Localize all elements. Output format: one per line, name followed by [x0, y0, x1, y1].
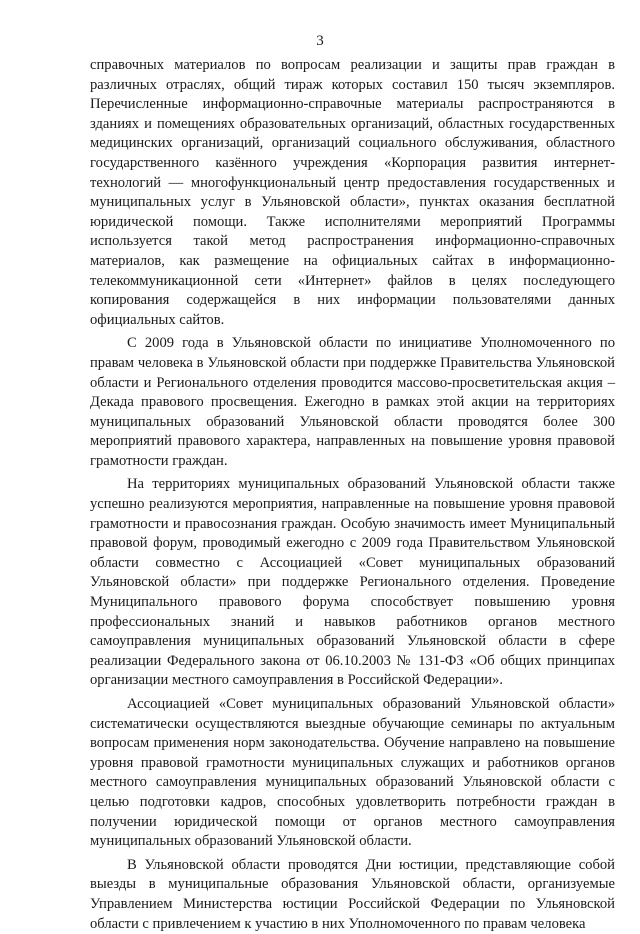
document-body	[90, 56, 615, 934]
paragraph-training-seminars: Ассоциацией «Совет муниципальных образований Ульяновской области» систематически осуществляются выездные обучающие семинары по актуальным вопросам применения норм законодательства. Обучение направлено на повышение уровня правовой грамотности муниципальных служащих и работников органов местного самоуправления муниципальных образований Ульяновской области с целью подготовки кадров, способных удовлетворить потребности граждан в получении юридической помощи от органов местного самоуправления муниципальных образований Ульяновской области.	[90, 696, 615, 850]
paragraph-justice-days: В Ульяновской области проводятся Дни юстиции, представляющие собой выезды в муниципальные образования Ульяновской области, организуемые Управлением Министерства юстиции Российской Федерации по Ульяновской области с привлечением к участию в них Уполномоченного по правам человека	[90, 856, 615, 932]
paragraph-legal-education-decade: С 2009 года в Ульяновской области по инициативе Уполномоченного по правам человека в Ульяновской области при поддержке Правительства Ульяновской области и Регионального отделения проводится массово-просветительская акция – Декада правового просвещения. Ежегодно в рамках этой акции на территориях муниципальных образований Ульяновской области проводятся более 300 мероприятий правового характера, направленных на повышение уровня правовой грамотности граждан.	[90, 335, 615, 469]
paragraph-municipal-legal-forum: На территориях муниципальных образований Ульяновской области также успешно реализуются мероприятия, направленные на повышение уровня правовой грамотности и правосознания граждан. Особую значимость имеет Муниципальный правовой форум, проводимый ежегодно с 2009 года Правительством Ульяновской области совместно с Ассоциацией «Совет муниципальных образований Ульяновской области» при поддержке Регионального отделения. Проведение Муниципального правового форума способствует повышению уровня профессиональных знаний и навыков работников органов местного самоуправления муниципальных образований Ульяновской области в сфере реализации Федерального закона от 06.10.2003 № 131-ФЗ «Об общих принципах организации местного самоуправления в Российской Федерации».	[90, 476, 615, 689]
page-number: 3	[316, 33, 324, 49]
paragraph-distribution-methods: справочных материалов по вопросам реализации и защиты прав граждан в различных отраслях, общий тираж которых составил 150 тысяч экземпляров. Перечисленные информационно-справочные материалы распространяются в зданиях и помещениях образовательных организаций, областных государственных медицинских организаций, организаций социального обслуживания, областного государственного казённого учреждения «Корпорация развития интернет-технологий — многофункциональный центр предоставления государственных и муниципальных услуг в Ульяновской области», пунктах оказания бесплатной юридической помощи. Также исполнителями мероприятий Программы используется такой метод распространения информационно-справочных материалов, как размещение на официальных сайтах в информационно-телекоммуникационной сети «Интернет» файлов в целях последующего копирования содержащейся в них информации пользователями данных официальных сайтов.	[90, 57, 615, 328]
